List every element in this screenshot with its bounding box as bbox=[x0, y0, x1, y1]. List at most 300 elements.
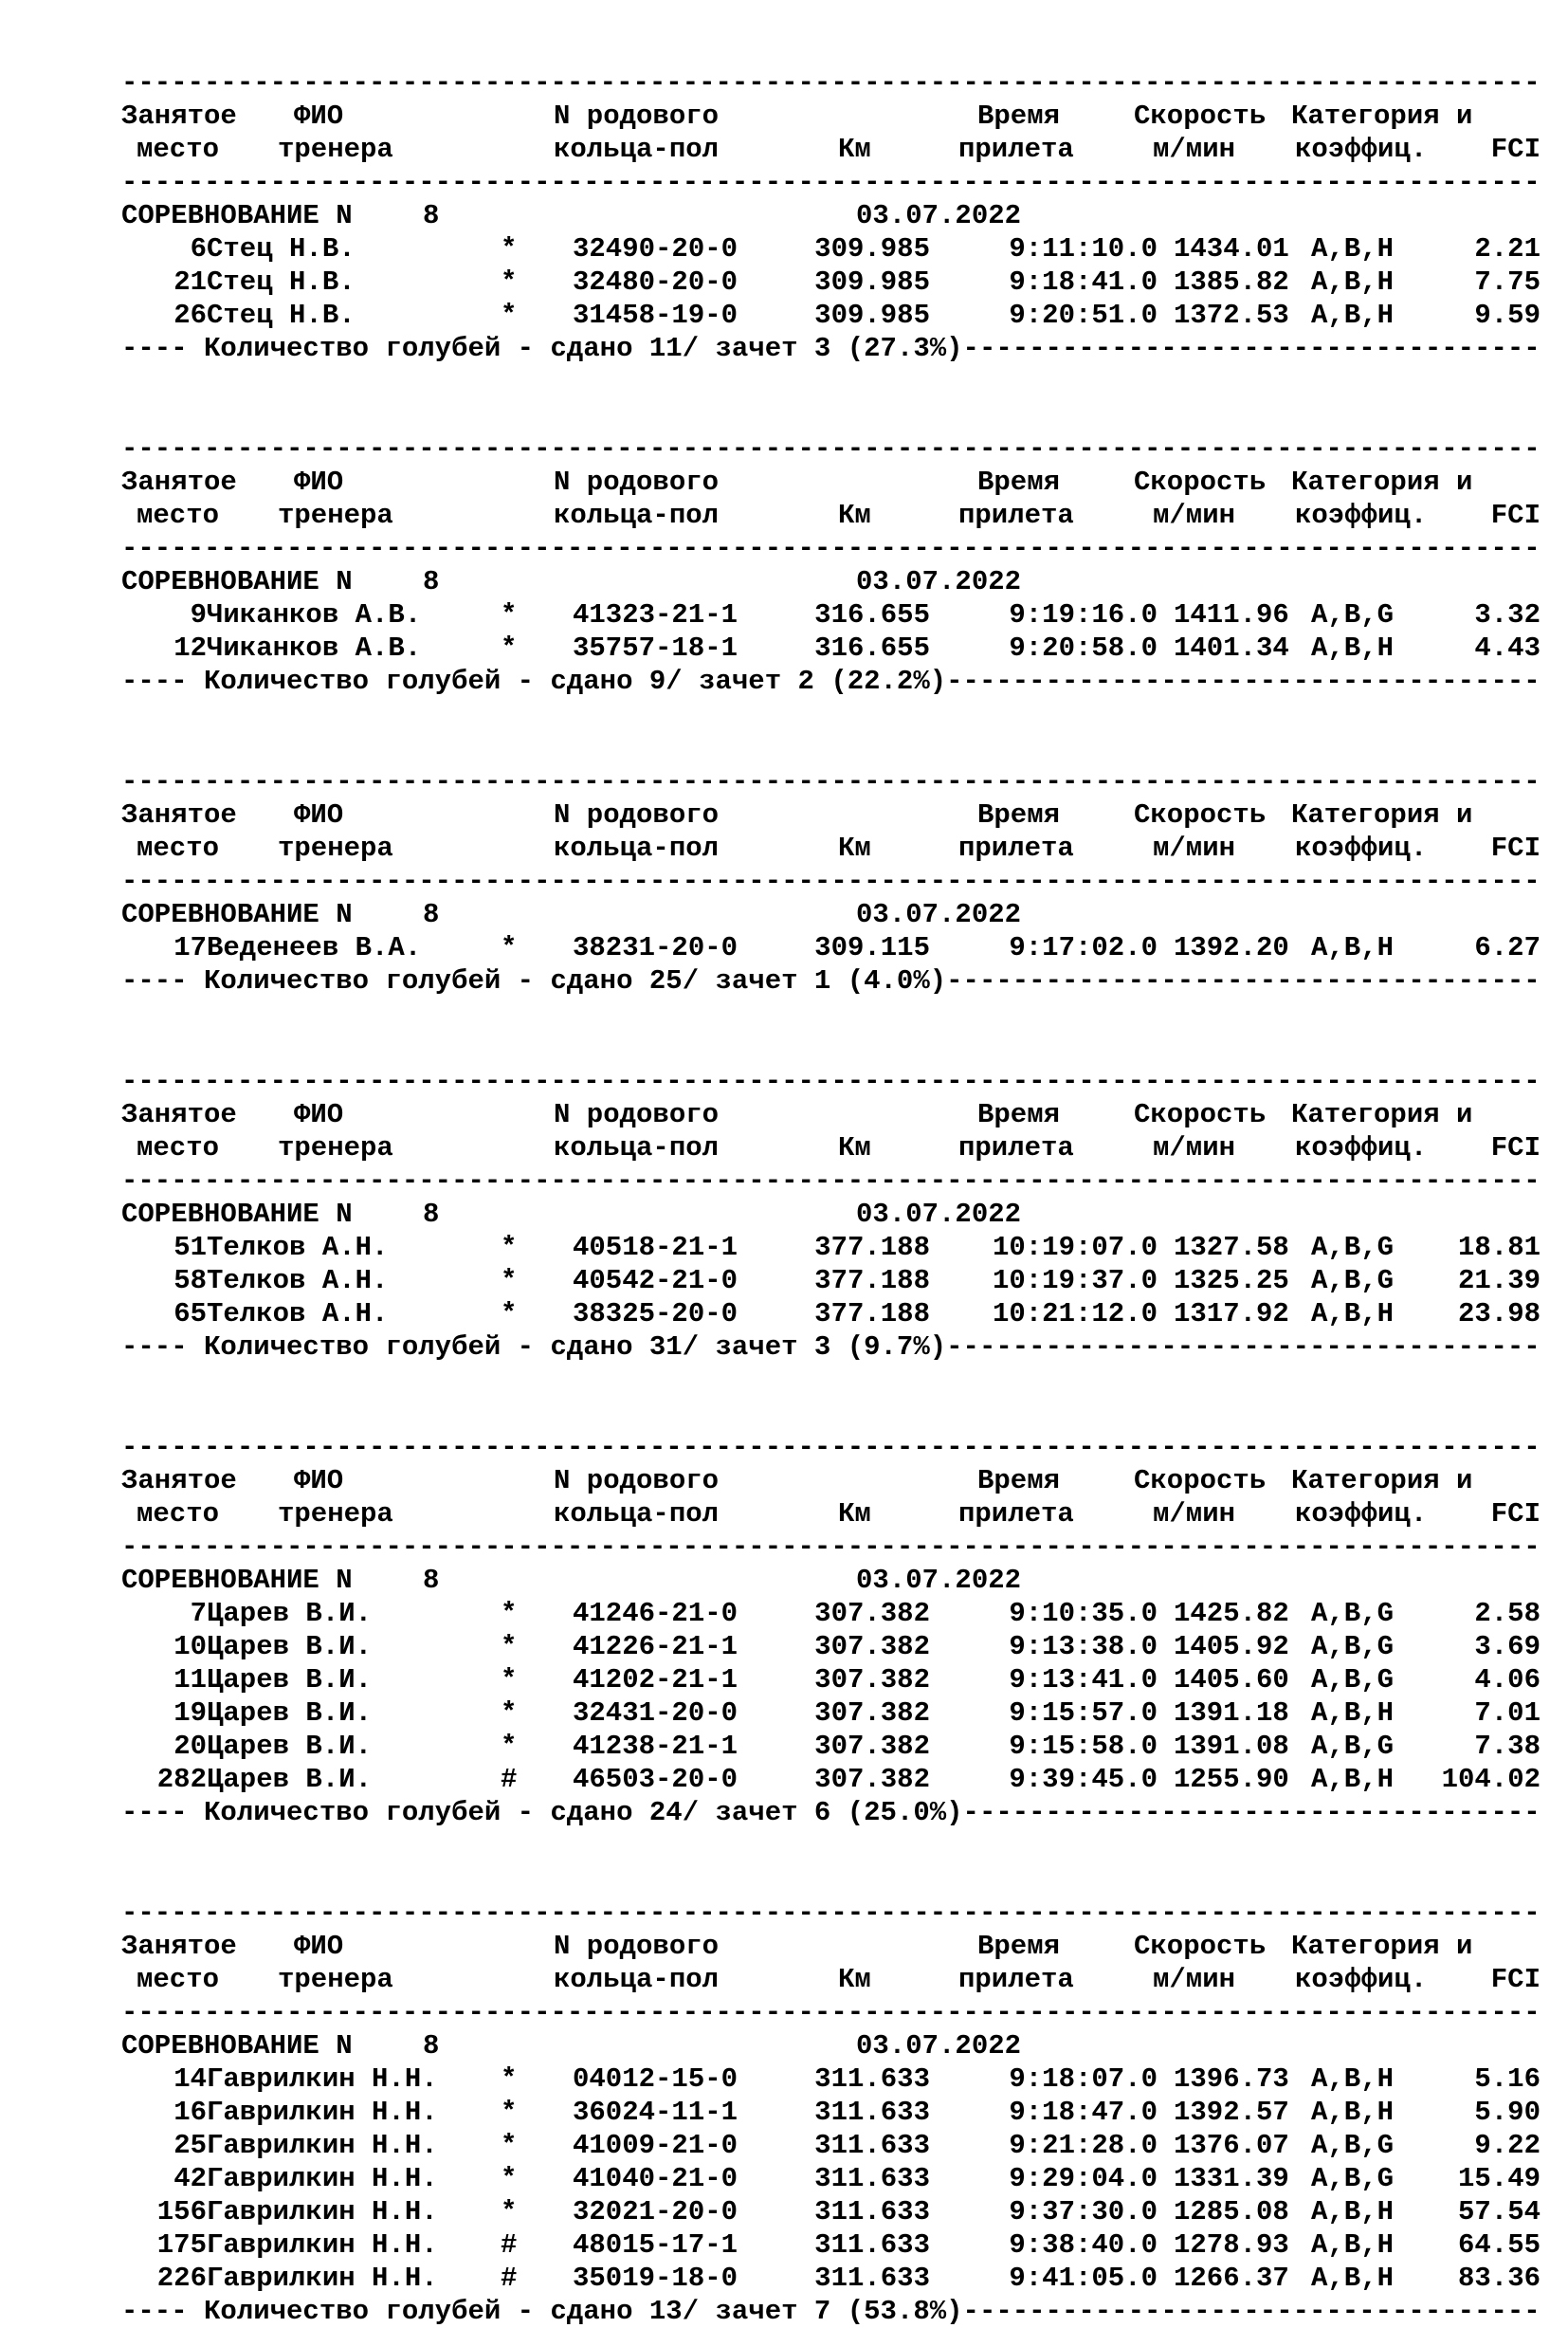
competition-line bbox=[121, 565, 1553, 598]
competition-line bbox=[121, 2029, 1553, 2062]
header-col-speed-2: м/мин bbox=[1153, 134, 1236, 165]
header-col-name-1: ФИО bbox=[294, 101, 344, 132]
cell-cat: A,B,G bbox=[1311, 1664, 1395, 1696]
cell-mark: * bbox=[501, 632, 518, 664]
header-col-time-1: Время bbox=[977, 1465, 1061, 1496]
cell-place: 16 bbox=[173, 2097, 207, 2128]
cell-speed: 1411.96 bbox=[1174, 599, 1289, 631]
summary-line bbox=[121, 2295, 1541, 2328]
cell-place: 9 bbox=[190, 599, 207, 631]
summary-text: ---- Количество голубей - сдано 13/ зачет 7 (53.8%) bbox=[121, 2296, 963, 2327]
separator-line bbox=[121, 765, 1541, 798]
cell-mark: * bbox=[501, 1232, 518, 1263]
header-col-name-2: тренера bbox=[278, 1498, 393, 1530]
cell-name: Гаврилкин Н.Н. bbox=[207, 2263, 438, 2294]
competition-number: 8 bbox=[423, 1199, 440, 1230]
header-row-2 bbox=[121, 832, 1553, 865]
result-group bbox=[121, 1065, 1553, 1431]
competition-number: 8 bbox=[423, 899, 440, 930]
cell-name: Гаврилкин Н.Н. bbox=[207, 2196, 438, 2227]
cell-km: 307.382 bbox=[814, 1764, 930, 1795]
header-col-ring-2: кольца-пол bbox=[554, 134, 720, 165]
cell-coef: 23.98 bbox=[1457, 1298, 1541, 1329]
competition-date: 03.07.2022 bbox=[856, 899, 1022, 930]
cell-time: 10:19:07.0 bbox=[992, 1232, 1158, 1263]
cell-km: 311.633 bbox=[814, 2196, 930, 2227]
result-row bbox=[121, 931, 1553, 964]
cell-mark: * bbox=[501, 2097, 518, 2128]
competition-line bbox=[121, 1198, 1553, 1231]
header-col-ring-1: N родового bbox=[554, 1465, 720, 1496]
cell-speed: 1434.01 bbox=[1174, 233, 1289, 265]
cell-coef: 2.58 bbox=[1474, 1598, 1541, 1629]
cell-cat: A,B,G bbox=[1311, 1232, 1395, 1263]
cell-time: 9:13:38.0 bbox=[1009, 1631, 1158, 1662]
cell-name: Царев В.И. bbox=[207, 1697, 373, 1729]
separator-line bbox=[121, 1897, 1541, 1930]
cell-cat: A,B,G bbox=[1311, 2163, 1395, 2194]
summary-text: ---- Количество голубей - сдано 11/ зачет 3 (27.3%) bbox=[121, 333, 963, 364]
cell-mark: * bbox=[501, 300, 518, 331]
cell-place: 6 bbox=[190, 233, 207, 265]
header-col-time-2: прилета bbox=[958, 833, 1074, 864]
header-col-time-2: прилета bbox=[958, 1498, 1074, 1530]
cell-name: Царев В.И. bbox=[207, 1664, 373, 1696]
header-col-km-2: Км bbox=[838, 134, 871, 165]
cell-place: 14 bbox=[173, 2063, 207, 2095]
header-col-fci-2: FCI bbox=[1490, 1964, 1541, 1995]
cell-name: Гаврилкин Н.Н. bbox=[207, 2130, 438, 2161]
header-col-ring-2: кольца-пол bbox=[554, 1132, 720, 1164]
group-gap bbox=[121, 1829, 1553, 1897]
cell-cat: A,B,G bbox=[1311, 599, 1395, 631]
header-col-ring-1: N родового bbox=[554, 467, 720, 498]
cell-ring: 41246-21-0 bbox=[573, 1598, 738, 1629]
cell-km: 307.382 bbox=[814, 1598, 930, 1629]
header-col-place-2: место bbox=[137, 1132, 220, 1164]
header-col-km-2: Км bbox=[838, 833, 871, 864]
summary-line bbox=[121, 332, 1541, 365]
cell-mark: # bbox=[501, 2263, 518, 2294]
header-col-ring-1: N родового bbox=[554, 1099, 720, 1130]
summary-dash-fill bbox=[946, 1331, 1541, 1363]
cell-km: 316.655 bbox=[814, 632, 930, 664]
cell-time: 9:19:16.0 bbox=[1009, 599, 1158, 631]
result-group bbox=[121, 432, 1553, 765]
cell-km: 307.382 bbox=[814, 1697, 930, 1729]
cell-time: 9:21:28.0 bbox=[1009, 2130, 1158, 2161]
cell-ring: 40518-21-1 bbox=[573, 1232, 738, 1263]
cell-speed: 1255.90 bbox=[1174, 1764, 1289, 1795]
summary-text: ---- Количество голубей - сдано 31/ зачет 3 (9.7%) bbox=[121, 1331, 947, 1363]
cell-km: 307.382 bbox=[814, 1664, 930, 1696]
header-col-time-1: Время bbox=[977, 101, 1061, 132]
cell-km: 311.633 bbox=[814, 2163, 930, 2194]
header-col-place-1: Занятое bbox=[121, 1099, 237, 1130]
summary-text: ---- Количество голубей - сдано 25/ зачет 1 (4.0%) bbox=[121, 965, 947, 997]
result-row bbox=[121, 2096, 1553, 2129]
cell-speed: 1376.07 bbox=[1174, 2130, 1289, 2161]
cell-mark: # bbox=[501, 2229, 518, 2261]
header-col-cat-1: Категория и bbox=[1291, 1099, 1473, 1130]
results-report bbox=[121, 66, 1553, 2328]
cell-time: 9:29:04.0 bbox=[1009, 2163, 1158, 2194]
cell-time: 9:15:57.0 bbox=[1009, 1697, 1158, 1729]
competition-date: 03.07.2022 bbox=[856, 2030, 1022, 2062]
cell-mark: * bbox=[501, 233, 518, 265]
result-row bbox=[121, 2162, 1553, 2195]
cell-mark: * bbox=[501, 1697, 518, 1729]
result-group bbox=[121, 1897, 1553, 2328]
header-col-place-1: Занятое bbox=[121, 101, 237, 132]
cell-cat: A,B,H bbox=[1311, 266, 1395, 298]
cell-place: 26 bbox=[173, 300, 207, 331]
cell-mark: * bbox=[501, 2163, 518, 2194]
cell-ring: 32480-20-0 bbox=[573, 266, 738, 298]
cell-time: 9:15:58.0 bbox=[1009, 1731, 1158, 1762]
cell-coef: 2.21 bbox=[1474, 233, 1541, 265]
cell-cat: A,B,G bbox=[1311, 2130, 1395, 2161]
cell-coef: 7.75 bbox=[1474, 266, 1541, 298]
result-group bbox=[121, 66, 1553, 432]
header-col-km-2: Км bbox=[838, 1964, 871, 1995]
cell-speed: 1425.82 bbox=[1174, 1598, 1289, 1629]
header-col-place-2: место bbox=[137, 134, 220, 165]
cell-place: 7 bbox=[190, 1598, 207, 1629]
header-col-speed-1: Скорость bbox=[1134, 1099, 1267, 1130]
header-col-cat-2: коэффиц. bbox=[1295, 1498, 1428, 1530]
cell-ring: 48015-17-1 bbox=[573, 2229, 738, 2261]
cell-km: 311.633 bbox=[814, 2063, 930, 2095]
cell-cat: A,B,H bbox=[1311, 932, 1395, 963]
cell-coef: 9.22 bbox=[1474, 2130, 1541, 2161]
cell-place: 156 bbox=[156, 2196, 207, 2227]
cell-ring: 41040-21-0 bbox=[573, 2163, 738, 2194]
result-row bbox=[121, 266, 1553, 299]
cell-time: 10:21:12.0 bbox=[992, 1298, 1158, 1329]
cell-time: 9:13:41.0 bbox=[1009, 1664, 1158, 1696]
cell-mark: * bbox=[501, 599, 518, 631]
separator-line bbox=[121, 1065, 1541, 1098]
cell-place: 10 bbox=[173, 1631, 207, 1662]
header-col-ring-2: кольца-пол bbox=[554, 1964, 720, 1995]
header-col-cat-1: Категория и bbox=[1291, 101, 1473, 132]
header-col-name-2: тренера bbox=[278, 833, 393, 864]
header-col-place-1: Занятое bbox=[121, 799, 237, 831]
cell-name: Веденеев В.А. bbox=[207, 932, 422, 963]
cell-km: 309.985 bbox=[814, 233, 930, 265]
result-row bbox=[121, 632, 1553, 665]
competition-date: 03.07.2022 bbox=[856, 1565, 1022, 1596]
cell-name: Гаврилкин Н.Н. bbox=[207, 2229, 438, 2261]
cell-speed: 1327.58 bbox=[1174, 1232, 1289, 1263]
cell-time: 9:10:35.0 bbox=[1009, 1598, 1158, 1629]
cell-ring: 31458-19-0 bbox=[573, 300, 738, 331]
cell-km: 311.633 bbox=[814, 2130, 930, 2161]
cell-coef: 4.43 bbox=[1474, 632, 1541, 664]
cell-place: 25 bbox=[173, 2130, 207, 2161]
summary-text: ---- Количество голубей - сдано 9/ зачет 2 (22.2%) bbox=[121, 666, 947, 697]
header-col-speed-2: м/мин bbox=[1153, 1964, 1236, 1995]
result-row bbox=[121, 598, 1553, 632]
competition-line bbox=[121, 199, 1553, 232]
cell-coef: 3.32 bbox=[1474, 599, 1541, 631]
header-row-1 bbox=[121, 1930, 1553, 1963]
result-row bbox=[121, 1696, 1553, 1730]
cell-place: 17 bbox=[173, 932, 207, 963]
competition-title: СОРЕВНОВАНИЕ N bbox=[121, 1565, 353, 1596]
cell-place: 12 bbox=[173, 632, 207, 664]
cell-cat: A,B,H bbox=[1311, 2196, 1395, 2227]
header-col-fci-2: FCI bbox=[1490, 134, 1541, 165]
competition-date: 03.07.2022 bbox=[856, 200, 1022, 231]
header-col-name-1: ФИО bbox=[294, 1465, 344, 1496]
cell-cat: A,B,G bbox=[1311, 1631, 1395, 1662]
competition-title: СОРЕВНОВАНИЕ N bbox=[121, 200, 353, 231]
cell-place: 21 bbox=[173, 266, 207, 298]
cell-name: Чиканков А.В. bbox=[207, 632, 422, 664]
competition-line bbox=[121, 898, 1553, 931]
cell-ring: 41202-21-1 bbox=[573, 1664, 738, 1696]
cell-speed: 1405.92 bbox=[1174, 1631, 1289, 1662]
result-row bbox=[121, 1630, 1553, 1663]
header-col-time-2: прилета bbox=[958, 1132, 1074, 1164]
cell-place: 19 bbox=[173, 1697, 207, 1729]
result-row bbox=[121, 1763, 1553, 1796]
group-gap bbox=[121, 998, 1553, 1065]
header-row-1 bbox=[121, 1098, 1553, 1131]
cell-km: 316.655 bbox=[814, 599, 930, 631]
header-row-2 bbox=[121, 1497, 1553, 1531]
header-row-1 bbox=[121, 100, 1553, 133]
competition-title: СОРЕВНОВАНИЕ N bbox=[121, 2030, 353, 2062]
cell-time: 9:17:02.0 bbox=[1009, 932, 1158, 963]
competition-title: СОРЕВНОВАНИЕ N bbox=[121, 1199, 353, 1230]
header-col-time-2: прилета bbox=[958, 1964, 1074, 1995]
cell-speed: 1405.60 bbox=[1174, 1664, 1289, 1696]
summary-line bbox=[121, 964, 1541, 998]
cell-ring: 35019-18-0 bbox=[573, 2263, 738, 2294]
cell-km: 377.188 bbox=[814, 1232, 930, 1263]
cell-place: 42 bbox=[173, 2163, 207, 2194]
cell-km: 377.188 bbox=[814, 1298, 930, 1329]
header-col-time-1: Время bbox=[977, 1931, 1061, 1962]
header-col-ring-1: N родового bbox=[554, 101, 720, 132]
header-col-speed-2: м/мин bbox=[1153, 1132, 1236, 1164]
cell-place: 226 bbox=[156, 2263, 207, 2294]
result-row bbox=[121, 1597, 1553, 1630]
result-row bbox=[121, 1297, 1553, 1330]
cell-name: Царев В.И. bbox=[207, 1631, 373, 1662]
group-gap bbox=[121, 365, 1553, 432]
header-col-speed-1: Скорость bbox=[1134, 467, 1267, 498]
result-row bbox=[121, 1663, 1553, 1696]
cell-mark: * bbox=[501, 2063, 518, 2095]
separator-line bbox=[121, 432, 1541, 466]
cell-ring: 32490-20-0 bbox=[573, 233, 738, 265]
result-row bbox=[121, 1231, 1553, 1264]
competition-number: 8 bbox=[423, 2030, 440, 2062]
cell-time: 9:20:58.0 bbox=[1009, 632, 1158, 664]
header-col-fci-2: FCI bbox=[1490, 1132, 1541, 1164]
cell-ring: 46503-20-0 bbox=[573, 1764, 738, 1795]
result-row bbox=[121, 299, 1553, 332]
cell-coef: 7.01 bbox=[1474, 1697, 1541, 1729]
cell-coef: 4.06 bbox=[1474, 1664, 1541, 1696]
cell-ring: 41323-21-1 bbox=[573, 599, 738, 631]
summary-dash-fill bbox=[946, 666, 1541, 697]
header-col-fci-2: FCI bbox=[1490, 833, 1541, 864]
cell-ring: 36024-11-1 bbox=[573, 2097, 738, 2128]
cell-cat: A,B,H bbox=[1311, 2097, 1395, 2128]
summary-dash-fill bbox=[963, 2296, 1541, 2327]
cell-cat: A,B,H bbox=[1311, 632, 1395, 664]
header-col-cat-1: Категория и bbox=[1291, 467, 1473, 498]
header-col-place-1: Занятое bbox=[121, 1931, 237, 1962]
cell-name: Стец Н.В. bbox=[207, 233, 356, 265]
header-col-place-2: место bbox=[137, 833, 220, 864]
cell-speed: 1317.92 bbox=[1174, 1298, 1289, 1329]
header-col-speed-2: м/мин bbox=[1153, 833, 1236, 864]
result-row bbox=[121, 2129, 1553, 2162]
cell-ring: 04012-15-0 bbox=[573, 2063, 738, 2095]
header-col-name-2: тренера bbox=[278, 1132, 393, 1164]
header-col-cat-1: Категория и bbox=[1291, 799, 1473, 831]
competition-number: 8 bbox=[423, 566, 440, 597]
cell-name: Стец Н.В. bbox=[207, 266, 356, 298]
result-row bbox=[121, 232, 1553, 266]
cell-speed: 1392.20 bbox=[1174, 932, 1289, 963]
header-col-fci-2: FCI bbox=[1490, 500, 1541, 531]
cell-cat: A,B,G bbox=[1311, 1731, 1395, 1762]
cell-coef: 3.69 bbox=[1474, 1631, 1541, 1662]
header-col-time-2: прилета bbox=[958, 500, 1074, 531]
cell-speed: 1385.82 bbox=[1174, 266, 1289, 298]
cell-km: 309.985 bbox=[814, 266, 930, 298]
summary-line bbox=[121, 665, 1541, 698]
header-col-speed-1: Скорость bbox=[1134, 1465, 1267, 1496]
competition-title: СОРЕВНОВАНИЕ N bbox=[121, 566, 353, 597]
cell-km: 309.985 bbox=[814, 300, 930, 331]
summary-dash-fill bbox=[963, 333, 1541, 364]
cell-time: 9:41:05.0 bbox=[1009, 2263, 1158, 2294]
header-col-ring-1: N родового bbox=[554, 799, 720, 831]
header-col-time-1: Время bbox=[977, 799, 1061, 831]
cell-mark: * bbox=[501, 1265, 518, 1296]
competition-line bbox=[121, 1564, 1553, 1597]
cell-place: 51 bbox=[173, 1232, 207, 1263]
cell-name: Гаврилкин Н.Н. bbox=[207, 2097, 438, 2128]
cell-mark: * bbox=[501, 266, 518, 298]
cell-place: 65 bbox=[173, 1298, 207, 1329]
cell-place: 11 bbox=[173, 1664, 207, 1696]
cell-speed: 1392.57 bbox=[1174, 2097, 1289, 2128]
header-col-ring-2: кольца-пол bbox=[554, 500, 720, 531]
cell-speed: 1331.39 bbox=[1174, 2163, 1289, 2194]
header-col-name-2: тренера bbox=[278, 134, 393, 165]
cell-time: 10:19:37.0 bbox=[992, 1265, 1158, 1296]
header-col-fci-2: FCI bbox=[1490, 1498, 1541, 1530]
header-row-1 bbox=[121, 798, 1553, 832]
header-col-cat-1: Категория и bbox=[1291, 1931, 1473, 1962]
header-row-2 bbox=[121, 1131, 1553, 1164]
separator-line bbox=[121, 166, 1541, 199]
header-col-cat-2: коэффиц. bbox=[1295, 1132, 1428, 1164]
header-col-place-2: место bbox=[137, 500, 220, 531]
cell-speed: 1401.34 bbox=[1174, 632, 1289, 664]
cell-cat: A,B,G bbox=[1311, 1265, 1395, 1296]
cell-coef: 5.16 bbox=[1474, 2063, 1541, 2095]
header-col-cat-2: коэффиц. bbox=[1295, 134, 1428, 165]
cell-km: 307.382 bbox=[814, 1631, 930, 1662]
header-col-name-2: тренера bbox=[278, 1964, 393, 1995]
competition-number: 8 bbox=[423, 1565, 440, 1596]
cell-cat: A,B,H bbox=[1311, 1697, 1395, 1729]
summary-dash-fill bbox=[963, 1797, 1541, 1828]
cell-time: 9:39:45.0 bbox=[1009, 1764, 1158, 1795]
cell-time: 9:37:30.0 bbox=[1009, 2196, 1158, 2227]
cell-speed: 1372.53 bbox=[1174, 300, 1289, 331]
header-col-place-1: Занятое bbox=[121, 1465, 237, 1496]
header-col-time-1: Время bbox=[977, 467, 1061, 498]
cell-speed: 1391.18 bbox=[1174, 1697, 1289, 1729]
header-row-2 bbox=[121, 499, 1553, 532]
separator-line bbox=[121, 1531, 1541, 1564]
cell-mark: * bbox=[501, 2130, 518, 2161]
cell-km: 377.188 bbox=[814, 1265, 930, 1296]
cell-coef: 83.36 bbox=[1457, 2263, 1541, 2294]
header-col-name-1: ФИО bbox=[294, 1931, 344, 1962]
cell-time: 9:38:40.0 bbox=[1009, 2229, 1158, 2261]
cell-coef: 15.49 bbox=[1457, 2163, 1541, 2194]
cell-name: Царев В.И. bbox=[207, 1731, 373, 1762]
cell-speed: 1391.08 bbox=[1174, 1731, 1289, 1762]
header-row-2 bbox=[121, 133, 1553, 166]
cell-speed: 1278.93 bbox=[1174, 2229, 1289, 2261]
cell-coef: 6.27 bbox=[1474, 932, 1541, 963]
separator-line bbox=[121, 532, 1541, 565]
result-row bbox=[121, 1264, 1553, 1297]
cell-speed: 1396.73 bbox=[1174, 2063, 1289, 2095]
cell-ring: 35757-18-1 bbox=[573, 632, 738, 664]
cell-ring: 41238-21-1 bbox=[573, 1731, 738, 1762]
result-row bbox=[121, 2262, 1553, 2295]
cell-km: 311.633 bbox=[814, 2229, 930, 2261]
cell-speed: 1325.25 bbox=[1174, 1265, 1289, 1296]
summary-line bbox=[121, 1796, 1541, 1829]
header-col-name-1: ФИО bbox=[294, 467, 344, 498]
result-group bbox=[121, 765, 1553, 1065]
header-col-place-1: Занятое bbox=[121, 467, 237, 498]
cell-name: Гаврилкин Н.Н. bbox=[207, 2163, 438, 2194]
cell-mark: * bbox=[501, 1598, 518, 1629]
header-col-km-2: Км bbox=[838, 1498, 871, 1530]
header-col-ring-2: кольца-пол bbox=[554, 1498, 720, 1530]
cell-cat: A,B,H bbox=[1311, 2263, 1395, 2294]
header-row-2 bbox=[121, 1963, 1553, 1996]
cell-coef: 9.59 bbox=[1474, 300, 1541, 331]
header-col-speed-2: м/мин bbox=[1153, 500, 1236, 531]
separator-line bbox=[121, 865, 1541, 898]
cell-coef: 5.90 bbox=[1474, 2097, 1541, 2128]
cell-time: 9:18:07.0 bbox=[1009, 2063, 1158, 2095]
cell-name: Телков А.Н. bbox=[207, 1298, 389, 1329]
header-col-cat-2: коэффиц. bbox=[1295, 833, 1428, 864]
header-col-time-1: Время bbox=[977, 1099, 1061, 1130]
separator-line bbox=[121, 1164, 1541, 1198]
summary-text: ---- Количество голубей - сдано 24/ зачет 6 (25.0%) bbox=[121, 1797, 963, 1828]
cell-ring: 32431-20-0 bbox=[573, 1697, 738, 1729]
